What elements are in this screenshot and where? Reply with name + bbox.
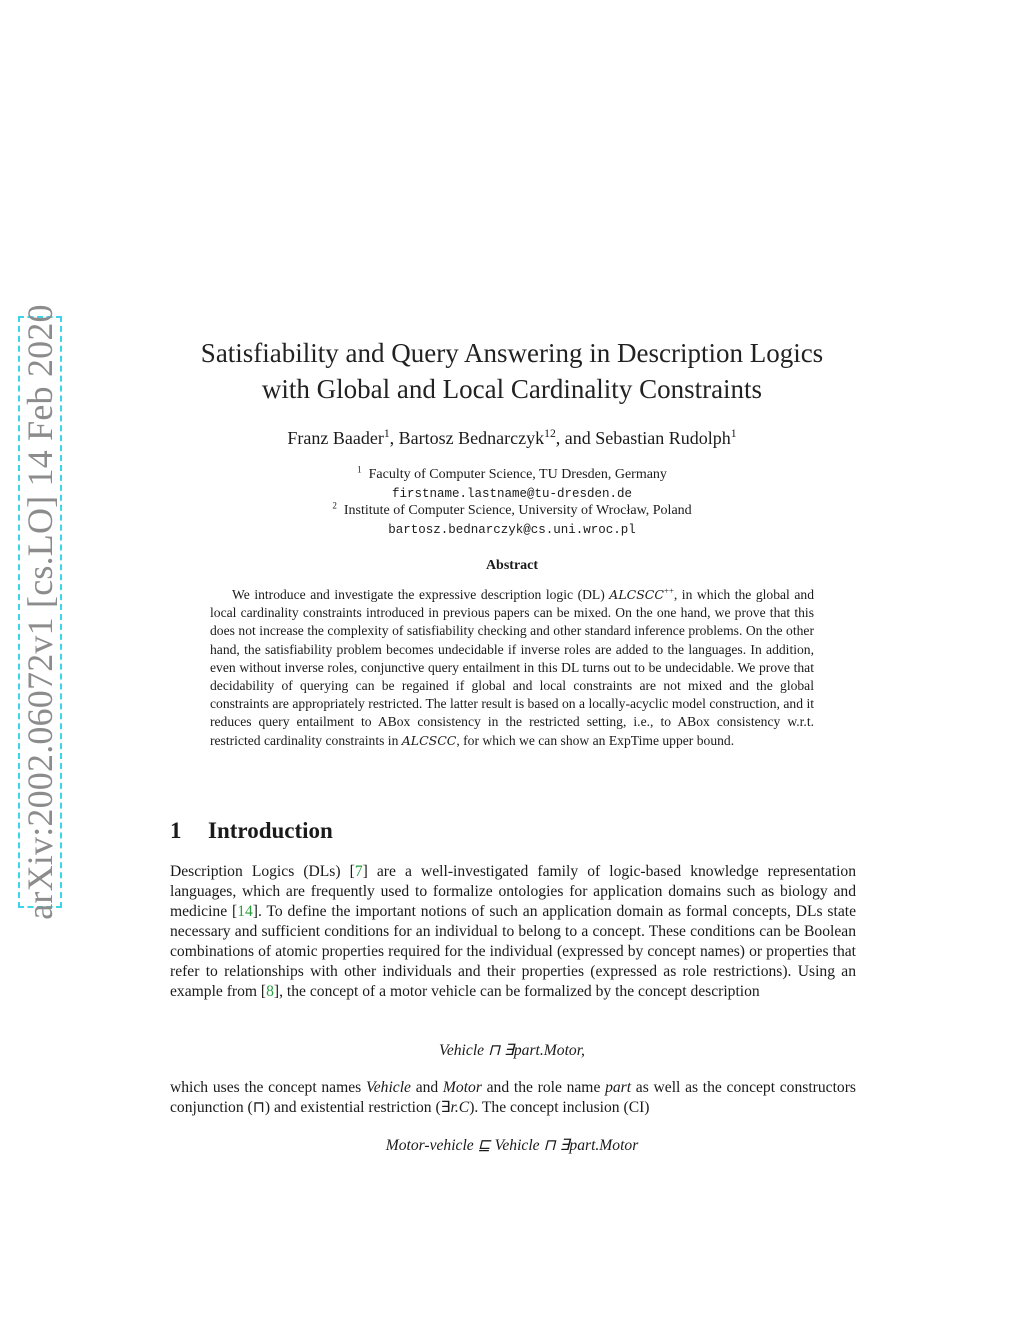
affiliation-number: 1 bbox=[357, 464, 362, 475]
citation-link[interactable]: 7 bbox=[354, 863, 363, 880]
paper-title-line-1: Satisfiability and Query Answering in Description Logics bbox=[200, 338, 824, 368]
author-separator: , and bbox=[555, 428, 596, 448]
intro-paragraph bbox=[170, 862, 856, 1002]
abstract-body bbox=[210, 586, 814, 750]
affiliation-number: 2 bbox=[332, 500, 337, 511]
body-text: and the role name bbox=[481, 1079, 606, 1096]
affiliation-1-email: firstname.lastname@tu-dresden.de bbox=[391, 487, 633, 501]
math-term: r.C bbox=[450, 1099, 470, 1116]
citation-link[interactable]: 8 bbox=[266, 983, 274, 1000]
affiliation-2 bbox=[0, 500, 1024, 519]
role-name: part bbox=[605, 1079, 632, 1096]
abstract-text: , for which we can show an ExpTime upper bound. bbox=[456, 732, 735, 748]
body-text: as well as the concept constructors conjunction (⊓) and existential restriction (∃ bbox=[170, 1079, 856, 1116]
concept-name: Vehicle bbox=[365, 1079, 411, 1096]
author-name: Bartosz Bednarczyk bbox=[398, 428, 545, 448]
author-affil-mark: 1 bbox=[383, 427, 390, 440]
author-name: Sebastian Rudolph bbox=[595, 428, 731, 448]
section-heading bbox=[170, 818, 333, 844]
affiliation-text: Faculty of Computer Science, TU Dresden, Germany bbox=[368, 467, 667, 482]
body-text: and bbox=[410, 1079, 443, 1096]
body-text: ). The concept inclusion (CI) bbox=[469, 1099, 650, 1116]
arxiv-id-text: arXiv:2002.06072v1 [cs.LO] 14 Feb 2020 bbox=[20, 304, 60, 920]
logic-superscript: ++ bbox=[663, 585, 674, 596]
second-paragraph bbox=[170, 1078, 856, 1118]
abstract-text: We introduce and investigate the expressive description logic (DL) bbox=[232, 587, 610, 602]
author-separator: , bbox=[389, 428, 399, 448]
logic-name: ALCSCC bbox=[401, 732, 457, 748]
abstract-heading: Abstract bbox=[485, 558, 539, 573]
author-affil-mark: 12 bbox=[544, 427, 556, 440]
author-list bbox=[0, 428, 1024, 449]
section-title: Introduction bbox=[208, 818, 333, 843]
affiliation-1 bbox=[0, 464, 1024, 483]
body-text: ] are a well-investigated family of logic-based knowledge representation languages, which are frequently used to formalize ontologies for application domains such as biology and medicine [ bbox=[170, 863, 856, 920]
body-text: which uses the concept names bbox=[170, 1079, 366, 1096]
logic-name: ALCSCC bbox=[609, 587, 664, 602]
body-text: ], the concept of a motor vehicle can be formalized by the concept description bbox=[273, 983, 760, 1000]
section-number: 1 bbox=[170, 818, 182, 843]
citation-link[interactable]: 14 bbox=[237, 903, 253, 920]
paper-title-line-2: with Global and Local Cardinality Constraints bbox=[261, 374, 763, 404]
equation-concept-description: Vehicle ⊓ ∃part.Motor, bbox=[439, 1042, 585, 1059]
affiliation-text: Institute of Computer Science, University of Wrocław, Poland bbox=[343, 503, 692, 518]
affiliation-2-email: bartosz.bednarczyk@cs.uni.wroc.pl bbox=[388, 523, 636, 537]
concept-name: Motor bbox=[442, 1079, 482, 1096]
body-text: Description Logics (DLs) [ bbox=[170, 863, 355, 880]
abstract-text: , in which the global and local cardinality constraints introduced in previous papers can be mixed. On the one hand, we prove that this does not increase the complexity of satisfiability checking and other standard inference problems. On the other hand, the satisfiability problem becomes undecidable if inverse roles are added to the languages. In addition, even without inverse roles, conjunctive query entailment in this DL turns out to be undecidable. We prove that decidability of querying can be regained if global and local constraints are not mixed and the global constraints are appropriately restricted. The latter result is based on a locally-acyclic model construction, and it reduces query entailment to ABox consistency in the restricted setting, i.e., to ABox consistency w.r.t. restricted cardinality constraints in bbox=[210, 587, 814, 748]
equation-concept-inclusion: Motor-vehicle ⊑ Vehicle ⊓ ∃part.Motor bbox=[385, 1137, 639, 1154]
author-name: Franz Baader bbox=[287, 428, 384, 448]
author-affil-mark: 1 bbox=[730, 427, 737, 440]
body-text: ]. To define the important notions of such an application domain as formal concepts, DLs state necessary and sufficient conditions for an individual to belong to a concept. These conditions can be Boolean combinations of atomic properties required for the individual (expressed by concept names) or properties that refer to relationships with other individuals and their properties (expressed as role restrictions). Using an example from [ bbox=[170, 903, 856, 1000]
